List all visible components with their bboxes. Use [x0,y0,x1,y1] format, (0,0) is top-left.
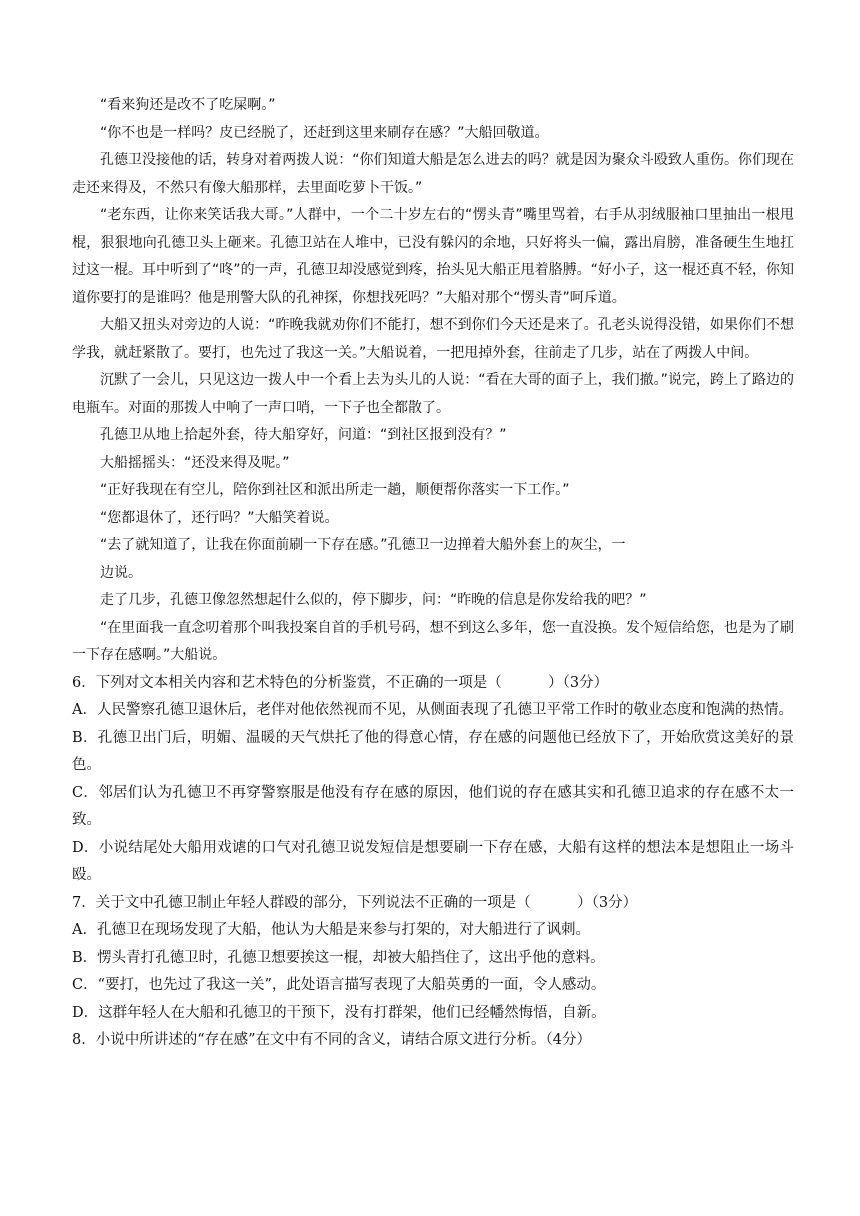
answer-option: C．邻居们认为孔德卫不再穿警察服是他没有存在感的原因，他们说的存在感其实和孔德卫追求的存在感不太一致。 [72,784,794,828]
question-stem [72,890,794,918]
story-paragraph: 走了几步，孔德卫像忽然想起什么似的，停下脚步，问：“昨晚的信息是你发给我的吧？” [100,592,647,608]
story-paragraph: “您都退休了，还行吗？”大船笑着说。 [100,509,339,526]
question-stem: 8．小说中所讲述的“存在感”在文中有不同的含义，请结合原文进行分析。（4分） [72,1032,592,1048]
question-stem-text: 6．下列对文本相关内容和艺术特色的分析鉴赏，不正确的一项是（ [72,674,502,691]
question-6 [72,670,794,890]
question-stem [72,670,794,698]
story-paragraph: “老东西，让你来笑话我大哥。”人群中，一个二十岁左右的“愣头青”嘴里骂着，右手从羽绒服袖口里抽出一根甩棍，狠狠地向孔德卫头上砸来。孔德卫站在人堆中，已没有躲闪的余地，只好将头一偏，露出肩膀，准备硬生生地扛过这一棍。耳中听到了“咚”的一声，孔德卫却没感觉到疼，抬头见大船正甩着胳膊。“好小子，这一棍还真不轻，你知道你要打的是谁吗？他是刑警大队的孔神探，你想找死吗？”大船对那个“愣头青”呵斥道。 [72,207,794,306]
story-paragraph: “看来狗还是改不了吃屎啊。” [100,97,276,113]
answer-option: B．愣头青打孔德卫时，孔德卫想要挨这一棍，却被大船挡住了，这出乎他的意料。 [72,949,605,966]
answer-option: B．孔德卫出门后，明媚、温暖的天气烘托了他的得意心情，存在感的问题他已经放下了，开始欣赏这美好的景色。 [72,729,794,773]
answer-option: D．这群年轻人在大船和孔德卫的干预下，没有打群架，他们已经幡然悔悟，自新。 [72,1004,606,1021]
answer-option: A．孔德卫在现场发现了大船，他认为大船是来参与打架的，对大船进行了讽刺。 [72,922,590,938]
story-paragraph: “你不也是一样吗？皮已经脱了，还赶到这里来刷存在感？”大船回敬道。 [100,124,549,141]
question-stem-text: 7．关于文中孔德卫制止年轻人群殴的部分，下列说法不正确的一项是（ [72,894,531,911]
answer-option: D．小说结尾处大船用戏谑的口气对孔德卫说发短信是想要刷一下存在感，大船有这样的想法本是想阻止一场斗殴。 [72,839,794,883]
story-paragraph: 沉默了一会儿，只见这边一拨人中一个看上去为头儿的人说：“看在大哥的面子上，我们撤。”说完，跨上了路边的电瓶车。对面的那拨人中响了一声口哨，一下子也全都散了。 [72,372,794,416]
story-paragraph: “在里面我一直念叨着那个叫我投案自首的手机号码，想不到这么多年，您一直没换。发个短信给您，也是为了刷一下存在感啊。”大船说。 [72,619,794,663]
story-paragraph: 孔德卫没接他的话，转身对着两拨人说：“你们知道大船是怎么进去的吗？就是因为聚众斗殴致人重伤。你们现在走还来得及，不然只有像大船那样，去里面吃萝卜干饭。” [72,152,794,196]
story-paragraph: “去了就知道了，让我在你面前刷一下存在感。”孔德卫一边掸着大船外套上的灰尘，一 [100,537,626,553]
story-paragraph: 孔德卫从地上拾起外套，待大船穿好，问道：“到社区报到没有？” [100,427,507,443]
answer-option: A．人民警察孔德卫退休后，老伴对他依然视而不见，从侧面表现了孔德卫平常工作时的敬业态度和饱满的热情。 [72,702,793,718]
exam-page [72,92,794,1055]
question-7 [72,890,794,1028]
question-score: ）（3分） [577,894,638,911]
story-paragraph: 边说。 [100,564,142,581]
story-excerpt [72,92,794,670]
answer-option: C．“要打，也先过了我这一关”，此处语言描写表现了大船英勇的一面，令人感动。 [72,977,606,993]
question-8 [72,1027,794,1055]
question-score: ）（3分） [548,674,609,691]
story-paragraph: 大船摇摇头：“还没来得及呢。” [100,454,290,471]
story-paragraph: 大船又扭头对旁边的人说：“昨晚我就劝你们不能打，想不到你们今天还是来了。孔老头说得没错，如果你们不想学我，就赶紧散了。要打，也先过了我这一关。”大船说着，一把甩掉外套，往前走了几步，站在了两拨人中间。 [72,317,794,361]
story-paragraph: “正好我现在有空儿，陪你到社区和派出所走一趟，顺便帮你落实一下工作。” [100,482,570,498]
